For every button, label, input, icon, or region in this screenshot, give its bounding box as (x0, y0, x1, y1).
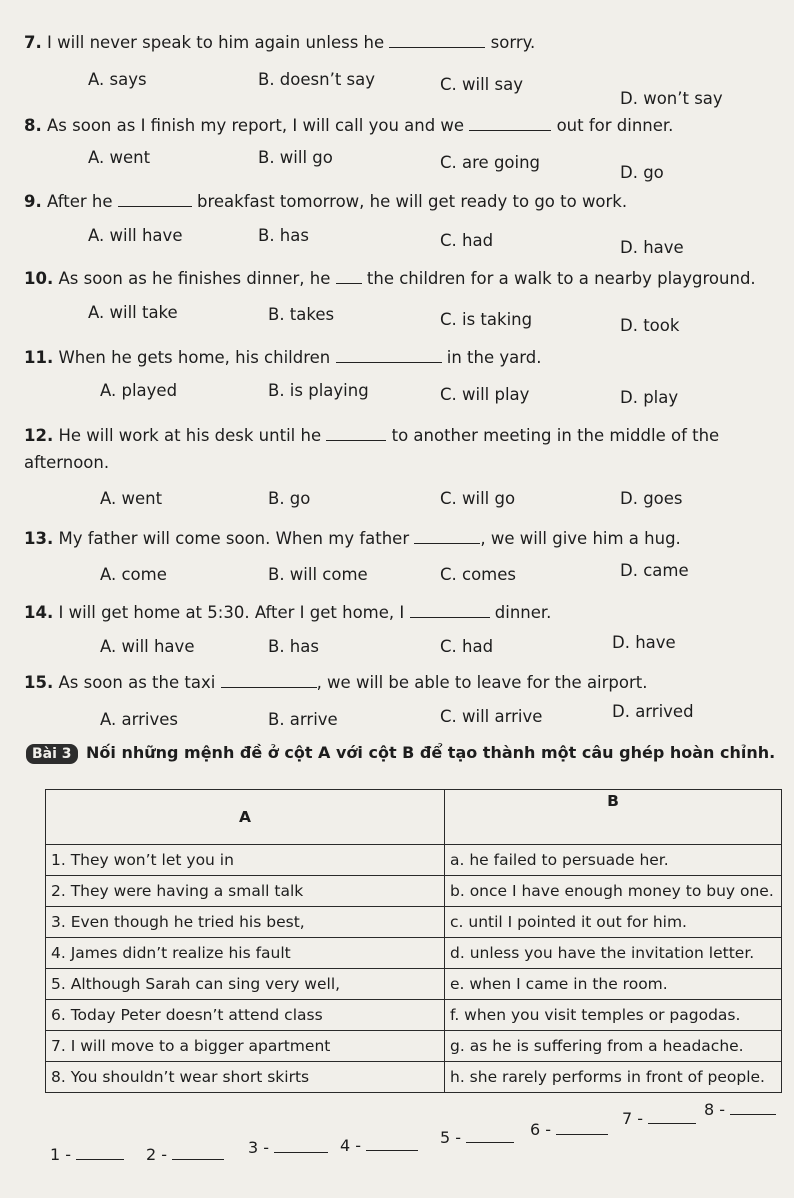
option-c[interactable]: C. had (440, 637, 494, 656)
option-a[interactable]: A. went (100, 489, 163, 508)
answer-label: 7 - (622, 1109, 644, 1128)
option-c[interactable]: C. comes (440, 565, 516, 584)
answer-label: 8 - (704, 1100, 726, 1119)
answer-blank[interactable] (274, 1140, 328, 1153)
answer-label: 5 - (440, 1128, 462, 1147)
option-c[interactable]: C. will say (440, 75, 523, 94)
exercise-badge: Bài 3 (26, 744, 78, 764)
answer-blank[interactable] (336, 348, 442, 363)
question-10 (24, 269, 756, 288)
option-d[interactable]: D. play (620, 388, 679, 407)
option-c[interactable]: C. are going (440, 153, 541, 172)
answer-blank[interactable] (326, 426, 386, 441)
table-row (46, 969, 782, 1000)
answer-blank[interactable] (469, 116, 551, 131)
answer-slot-6 (530, 1120, 608, 1139)
question-text: I will never speak to him again unless he (47, 33, 385, 52)
question-text: I will get home at 5:30. After I get home, I (58, 603, 405, 622)
clause-a: 8. You shouldn’t wear short skirts (46, 1062, 445, 1093)
question-text: He will work at his desk until he (58, 426, 322, 445)
option-d[interactable]: D. arrived (612, 702, 694, 721)
answer-blank[interactable] (730, 1102, 776, 1115)
answer-blank[interactable] (414, 529, 480, 544)
question-number: 8. (24, 116, 42, 135)
table-row (46, 907, 782, 938)
question-text-end: , we will be able to leave for the airport. (316, 673, 648, 692)
option-d[interactable]: D. came (620, 561, 689, 580)
table-row (46, 1000, 782, 1031)
option-b[interactable]: B. takes (268, 305, 335, 324)
answer-blank[interactable] (336, 269, 362, 284)
answer-slot-4 (340, 1136, 418, 1155)
option-a[interactable]: A. will have (88, 226, 183, 245)
question-7 (24, 33, 535, 52)
clause-a: 7. I will move to a bigger apartment (46, 1031, 445, 1062)
option-b[interactable]: B. will go (258, 148, 333, 167)
answer-label: 3 - (248, 1138, 270, 1157)
option-a[interactable]: A. will take (88, 303, 178, 322)
clause-b: d. unless you have the invitation letter. (445, 938, 782, 969)
question-12-continuation: afternoon. (24, 453, 110, 472)
answer-slot-1 (50, 1145, 124, 1164)
question-text: As soon as the taxi (58, 673, 216, 692)
question-text-end: out for dinner. (556, 116, 674, 135)
question-number: 15. (24, 673, 54, 692)
clause-b: h. she rarely performs in front of people. (445, 1062, 782, 1093)
answer-slot-2 (146, 1145, 224, 1164)
question-12 (24, 426, 719, 445)
question-number: 11. (24, 348, 54, 367)
clause-a: 4. James didn’t realize his fault (46, 938, 445, 969)
option-d[interactable]: D. have (620, 238, 684, 257)
clause-a: 6. Today Peter doesn’t attend class (46, 1000, 445, 1031)
clause-b: b. once I have enough money to buy one. (445, 876, 782, 907)
question-text-end: the children for a walk to a nearby playground. (366, 269, 756, 288)
option-d[interactable]: D. have (612, 633, 676, 652)
answer-blank[interactable] (648, 1111, 696, 1124)
option-c[interactable]: C. will go (440, 489, 516, 508)
table-row (46, 1031, 782, 1062)
answer-blank[interactable] (466, 1130, 514, 1143)
clause-b: f. when you visit temples or pagodas. (445, 1000, 782, 1031)
column-a-header: A (46, 790, 445, 845)
option-a[interactable]: A. arrives (100, 710, 178, 729)
option-b[interactable]: B. has (268, 637, 319, 656)
question-number: 14. (24, 603, 54, 622)
clause-b: e. when I came in the room. (445, 969, 782, 1000)
option-b[interactable]: B. will come (268, 565, 368, 584)
question-number: 12. (24, 426, 54, 445)
question-14 (24, 603, 551, 622)
option-c[interactable]: C. had (440, 231, 494, 250)
answer-blank[interactable] (76, 1147, 124, 1160)
answer-slot-8 (704, 1100, 776, 1119)
table-row (46, 876, 782, 907)
option-b[interactable]: B. has (258, 226, 309, 245)
question-number: 10. (24, 269, 54, 288)
question-text-end: sorry. (490, 33, 536, 52)
option-c[interactable]: C. will arrive (440, 707, 543, 726)
question-13 (24, 529, 681, 548)
option-b[interactable]: B. is playing (268, 381, 369, 400)
answer-slot-5 (440, 1128, 514, 1147)
clause-a: 2. They were having a small talk (46, 876, 445, 907)
question-text: As soon as he finishes dinner, he (58, 269, 331, 288)
exercise-instruction: Nối những mệnh đề ở cột A với cột B để tạo thành một câu ghép hoàn chỉnh. (86, 743, 776, 762)
option-a[interactable]: A. will have (100, 637, 195, 656)
answer-label: 4 - (340, 1136, 362, 1155)
answer-blank[interactable] (389, 33, 485, 48)
matching-table (45, 789, 782, 1093)
clause-b: c. until I pointed it out for him. (445, 907, 782, 938)
option-b[interactable]: B. go (268, 489, 311, 508)
answer-label: 2 - (146, 1145, 168, 1164)
clause-b: g. as he is suffering from a headache. (445, 1031, 782, 1062)
question-text-end: dinner. (494, 603, 552, 622)
question-text-end: in the yard. (446, 348, 542, 367)
question-15 (24, 673, 648, 692)
question-text-end: breakfast tomorrow, he will get ready to go to work. (196, 192, 628, 211)
option-b[interactable]: B. arrive (268, 710, 338, 729)
option-a[interactable]: A. played (100, 381, 178, 400)
clause-b: a. he failed to persuade her. (445, 845, 782, 876)
answer-slot-7 (622, 1109, 696, 1128)
answer-blank[interactable] (118, 192, 192, 207)
option-d[interactable]: D. goes (620, 489, 683, 508)
option-c[interactable]: C. is taking (440, 310, 533, 329)
answer-label: 6 - (530, 1120, 552, 1139)
question-number: 7. (24, 33, 42, 52)
option-a[interactable]: A. went (88, 148, 151, 167)
table-row (46, 1062, 782, 1093)
question-11 (24, 348, 541, 367)
question-text: When he gets home, his children (58, 348, 331, 367)
question-text: As soon as I finish my report, I will call you and we (47, 116, 465, 135)
option-a[interactable]: A. says (88, 70, 147, 89)
clause-a: 5. Although Sarah can sing very well, (46, 969, 445, 1000)
option-d[interactable]: D. go (620, 163, 664, 182)
question-8 (24, 116, 673, 135)
option-b[interactable]: B. doesn’t say (258, 70, 376, 89)
option-a[interactable]: A. come (100, 565, 167, 584)
question-9 (24, 192, 627, 211)
answer-blank[interactable] (172, 1147, 224, 1160)
table-row (46, 845, 782, 876)
answer-blank[interactable] (366, 1138, 418, 1151)
question-number: 13. (24, 529, 54, 548)
answer-blank[interactable] (221, 673, 317, 688)
question-text-end: , we will give him a hug. (480, 529, 681, 548)
option-c[interactable]: C. will play (440, 385, 530, 404)
table-row (46, 938, 782, 969)
question-text: After he (47, 192, 113, 211)
clause-a: 1. They won’t let you in (46, 845, 445, 876)
column-b-header: B (445, 790, 782, 845)
answer-blank[interactable] (556, 1122, 608, 1135)
question-text-end: to another meeting in the middle of the (391, 426, 720, 445)
question-text: My father will come soon. When my father (58, 529, 410, 548)
option-d[interactable]: D. won’t say (620, 89, 723, 108)
answer-slot-3 (248, 1138, 328, 1157)
answer-blank[interactable] (410, 603, 490, 618)
answer-label: 1 - (50, 1145, 72, 1164)
clause-a: 3. Even though he tried his best, (46, 907, 445, 938)
option-d[interactable]: D. took (620, 316, 680, 335)
question-number: 9. (24, 192, 42, 211)
